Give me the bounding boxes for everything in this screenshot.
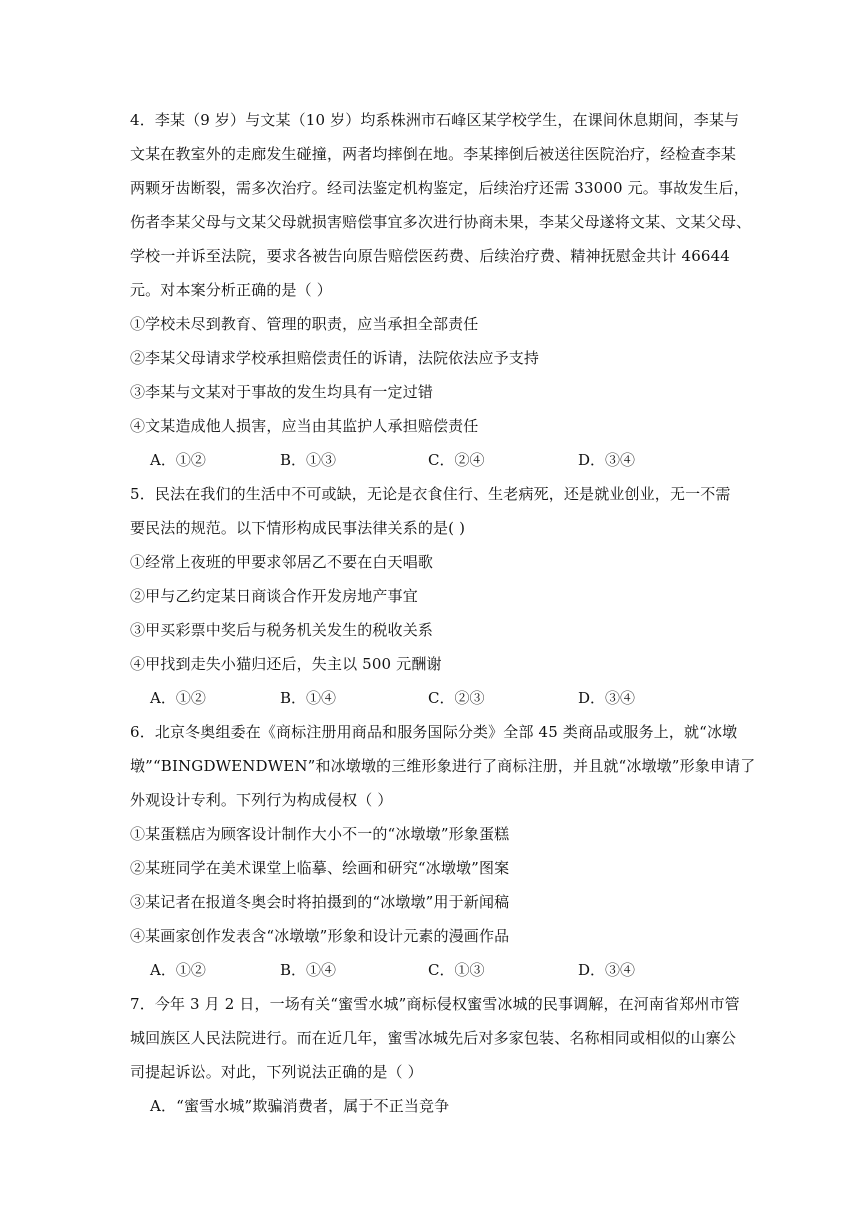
q6-statement-2: ②某班同学在美术课堂上临摹、绘画和研究“冰墩墩”图案 <box>130 859 510 877</box>
q6-option-c: C．①③ <box>428 961 485 979</box>
q5-statement-3: ③甲买彩票中奖后与税务机关发生的税收关系 <box>130 621 434 639</box>
q5-stem-line-1: 5．民法在我们的生活中不可或缺，无论是衣食住行、生老病死，还是就业创业，无一不需 <box>130 485 731 503</box>
q6-stem-line-1: 6．北京冬奥组委在《商标注册用商品和服务国际分类》全部 45 类商品或服务上，就“冰墩 <box>130 723 738 741</box>
q6-stem-line-2: 墩”“BINGDWENDWEN”和冰墩墩的三维形象进行了商标注册，并且就“冰墩墩”形象申请了 <box>130 757 756 775</box>
q5-option-a: A．①② <box>150 689 206 707</box>
q7-stem-line-3: 司提起诉讼。对此，下列说法正确的是（ ） <box>130 1063 423 1081</box>
q4-stem-line-6: 元。对本案分析正确的是（ ） <box>130 281 332 299</box>
q6-option-a: A．①② <box>150 961 206 979</box>
q7-option-a: A．“蜜雪水城”欺骗消费者，属于不正当竞争 <box>150 1097 450 1115</box>
q6-stem-line-3: 外观设计专利。下列行为构成侵权（ ） <box>130 791 393 809</box>
q4-statement-4: ④文某造成他人损害，应当由其监护人承担赔偿责任 <box>130 417 479 435</box>
q6-option-b: B．①④ <box>280 961 337 979</box>
q4-stem-line-2: 文某在教室外的走廊发生碰撞，两者均摔倒在地。李某摔倒后被送往医院治疗，经检查李某 <box>130 145 737 163</box>
q4-option-b: B．①③ <box>280 451 337 469</box>
q5-stem-line-2: 要民法的规范。以下情形构成民事法律关系的是( ) <box>130 519 466 537</box>
q5-option-d: D．③④ <box>578 689 636 707</box>
q5-statement-4: ④甲找到走失小猫归还后，失主以 500 元酬谢 <box>130 655 442 673</box>
q5-option-c: C．②③ <box>428 689 485 707</box>
q7-stem-line-1: 7．今年 3 月 2 日，一场有关“蜜雪水城”商标侵权蜜雪冰城的民事调解，在河南省郑州市管 <box>130 995 740 1013</box>
q4-statement-1: ①学校未尽到教育、管理的职责，应当承担全部责任 <box>130 315 479 333</box>
q6-statement-3: ③某记者在报道冬奥会时将拍摄到的“冰墩墩”用于新闻稿 <box>130 893 510 911</box>
q4-stem-line-3: 两颗牙齿断裂，需多次治疗。经司法鉴定机构鉴定，后续治疗还需 33000 元。事故发生后， <box>130 179 749 197</box>
q4-stem-line-5: 学校一并诉至法院，要求各被告向原告赔偿医药费、后续治疗费、精神抚慰金共计 46644 <box>130 247 730 265</box>
q5-statement-1: ①经常上夜班的甲要求邻居乙不要在白天唱歌 <box>130 553 434 571</box>
q4-options <box>130 443 730 477</box>
q5-option-b: B．①④ <box>280 689 337 707</box>
q7-stem-line-2: 城回族区人民法院进行。而在近几年，蜜雪冰城先后对多家包装、名称相同或相似的山寨公 <box>130 1029 737 1047</box>
q6-statement-1: ①某蛋糕店为顾客设计制作大小不一的“冰墩墩”形象蛋糕 <box>130 825 510 843</box>
q4-option-c: C．②④ <box>428 451 485 469</box>
q4-option-d: D．③④ <box>578 451 636 469</box>
q6-option-d: D．③④ <box>578 961 636 979</box>
q6-statement-4: ④某画家创作发表含“冰墩墩”形象和设计元素的漫画作品 <box>130 927 510 945</box>
q5-options <box>130 681 730 715</box>
q4-stem-line-4: 伤者李某父母与文某父母就损害赔偿事宜多次进行协商未果，李某父母遂将文某、文某父母、 <box>130 213 752 231</box>
q5-statement-2: ②甲与乙约定某日商谈合作开发房地产事宜 <box>130 587 418 605</box>
q6-options <box>130 953 730 987</box>
question-content <box>130 103 756 1123</box>
q4-stem-line-1: 4．李某（9 岁）与文某（10 岁）均系株洲市石峰区某学校学生，在课间休息期间，李某与 <box>130 111 740 129</box>
q4-statement-3: ③李某与文某对于事故的发生均具有一定过错 <box>130 383 434 401</box>
q4-option-a: A．①② <box>150 451 206 469</box>
q4-statement-2: ②李某父母请求学校承担赔偿责任的诉请，法院依法应予支持 <box>130 349 540 367</box>
